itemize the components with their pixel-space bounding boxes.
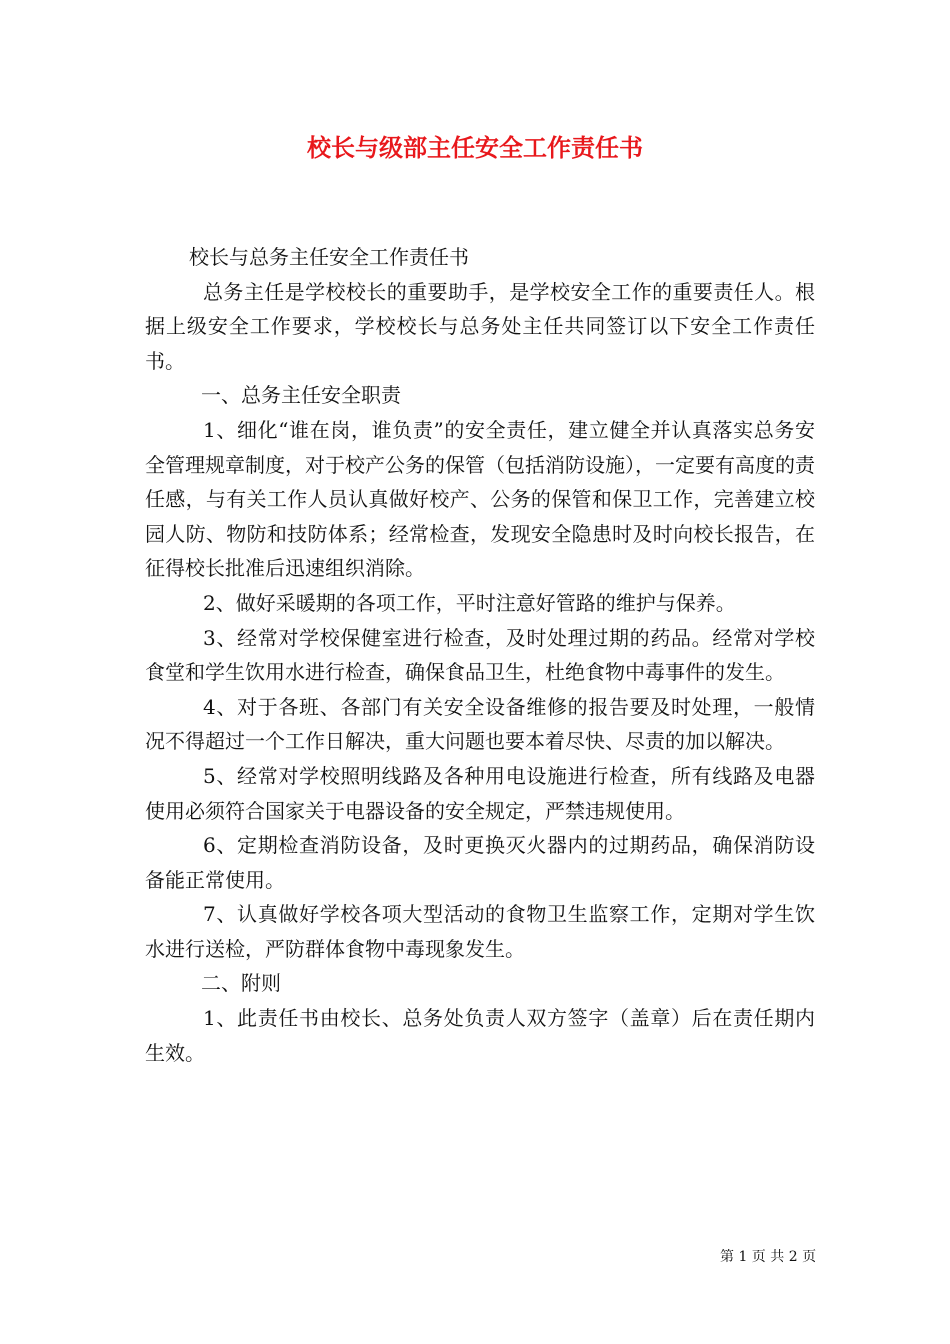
appendix-item-1: 1、此责任书由校长、总务处负责人双方签字（盖章）后在责任期内生效。 xyxy=(145,1006,815,1065)
section-heading-appendix: 二、附则 xyxy=(201,971,281,996)
intro-paragraph: 总务主任是学校校长的重要助手，是学校安全工作的重要责任人。根据上级安全工作要求，学校校长与总务处主任共同签订以下安全工作责任书。 xyxy=(145,279,815,373)
document-subtitle: 校长与总务主任安全工作责任书 xyxy=(189,245,469,269)
duty-item-5: 5、经常对学校照明线路及各种用电设施进行检查，所有线路及电器使用必须符合国家关于电器设备的安全规定，严禁违规使用。 xyxy=(145,763,815,823)
duty-item-2: 2、做好采暖期的各项工作，平时注意好管路的维护与保养。 xyxy=(203,590,736,615)
duty-item-1: 1、细化“谁在岗，谁负责”的安全责任，建立健全并认真落实总务安全管理规章制度，对于校产公务的保管（包括消防设施），一定要有高度的责任感，与有关工作人员认真做好校产、公务的保管和保卫工作，完善建立校园人防、物防和技防体系；经常检查，发现安全隐患时及时向校长报告，在征得校长批准后迅速组织消除。 xyxy=(145,417,815,581)
duty-item-3: 3、经常对学校保健室进行检查，及时处理过期的药品。经常对学校食堂和学生饮用水进行检查，确保食品卫生，杜绝食物中毒事件的发生。 xyxy=(145,625,815,685)
duty-item-6: 6、定期检查消防设备，及时更换灭火器内的过期药品，确保消防设备能正常使用。 xyxy=(145,833,815,892)
duty-item-4: 4、对于各班、各部门有关安全设备维修的报告要及时处理，一般情况不得超过一个工作日解决，重大问题也要本着尽快、尽责的加以解决。 xyxy=(145,694,815,754)
document-body xyxy=(145,240,815,1070)
document-title: 校长与级部主任安全工作责任书 xyxy=(307,134,643,162)
duty-item-7: 7、认真做好学校各项大型活动的食物卫生监察工作，定期对学生饮水进行送检，严防群体食物中毒现象发生。 xyxy=(145,902,815,961)
page-indicator: 第 1 页 共 2 页 xyxy=(720,1249,817,1265)
section-heading-duties: 一、总务主任安全职责 xyxy=(201,383,401,408)
